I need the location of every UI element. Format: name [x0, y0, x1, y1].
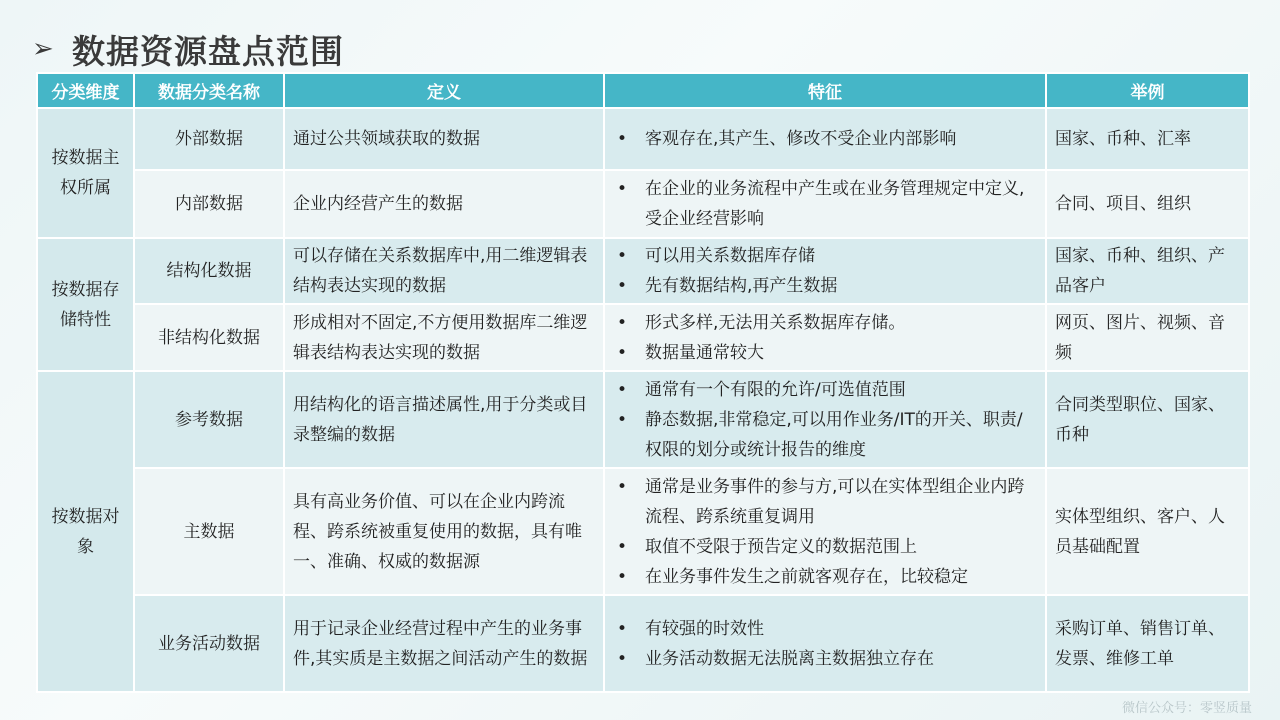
name-cell: 业务活动数据: [134, 595, 284, 692]
feature-item: • 业务活动数据无法脱离主数据独立存在: [613, 644, 1037, 674]
features-cell: [604, 371, 1046, 468]
example-cell: 采购订单、销售订单、发票、维修工单: [1046, 595, 1249, 692]
features-cell: [604, 595, 1046, 692]
definition-cell: 形成相对不固定,不方便用数据库二维逻辑表结构表达实现的数据: [284, 304, 604, 371]
dimension-cell: 按数据对象: [37, 371, 134, 692]
features-cell: [604, 238, 1046, 304]
name-cell: 内部数据: [134, 170, 284, 238]
definition-cell: 通过公共领域获取的数据: [284, 108, 604, 170]
name-cell: 结构化数据: [134, 238, 284, 304]
table-row: [37, 108, 1249, 170]
definition-cell: 具有高业务价值、可以在企业内跨流程、跨系统被重复使用的数据，具有唯一、准确、权威的数据源: [284, 468, 604, 595]
example-cell: 实体型组织、客户、人员基础配置: [1046, 468, 1249, 595]
header-dimension: 分类维度: [37, 73, 134, 108]
header-definition: 定义: [284, 73, 604, 108]
table-row: [37, 468, 1249, 595]
feature-item: • 在企业的业务流程中产生或在业务管理规定中定义,受企业经营影响: [613, 174, 1037, 234]
feature-item: • 数据量通常较大: [613, 338, 1037, 368]
feature-item: • 形式多样,无法用关系数据库存储。: [613, 308, 1037, 338]
example-cell: 网页、图片、视频、音频: [1046, 304, 1249, 371]
definition-cell: 企业内经营产生的数据: [284, 170, 604, 238]
name-cell: 外部数据: [134, 108, 284, 170]
features-cell: [604, 468, 1046, 595]
table-row: [37, 170, 1249, 238]
feature-item: • 客观存在,其产生、修改不受企业内部影响: [613, 124, 1037, 154]
features-cell: [604, 304, 1046, 371]
dimension-cell: 按数据主权所属: [37, 108, 134, 238]
example-cell: 国家、币种、汇率: [1046, 108, 1249, 170]
feature-item: • 取值不受限于预告定义的数据范围上: [613, 532, 1037, 562]
feature-item: • 通常有一个有限的允许/可选值范围: [613, 375, 1037, 405]
name-cell: 主数据: [134, 468, 284, 595]
example-cell: 合同类型职位、国家、币种: [1046, 371, 1249, 468]
example-cell: 国家、币种、组织、产品客户: [1046, 238, 1249, 304]
watermark: 微信公众号：零竖质量: [1121, 701, 1252, 716]
features-cell: [604, 108, 1046, 170]
dimension-cell: 按数据存储特性: [37, 238, 134, 371]
table-row: [37, 238, 1249, 304]
example-cell: 合同、项目、组织: [1046, 170, 1249, 238]
definition-cell: 用于记录企业经营过程中产生的业务事件,其实质是主数据之间活动产生的数据: [284, 595, 604, 692]
title-bar: [32, 24, 344, 74]
table-row: [37, 595, 1249, 692]
definition-cell: 用结构化的语言描述属性,用于分类或目录整编的数据: [284, 371, 604, 468]
feature-item: • 静态数据,非常稳定,可以用作业务/IT的开关、职责/权限的划分或统计报告的维度: [613, 405, 1037, 465]
table-header-row: [37, 73, 1249, 108]
header-features: 特征: [604, 73, 1046, 108]
feature-item: • 在业务事件发生之前就客观存在，比较稳定: [613, 562, 1037, 592]
inventory-table: [36, 72, 1250, 693]
header-name: 数据分类名称: [134, 73, 284, 108]
header-example: 举例: [1046, 73, 1249, 108]
name-cell: 非结构化数据: [134, 304, 284, 371]
feature-item: • 有较强的时效性: [613, 614, 1037, 644]
table-row: [37, 304, 1249, 371]
feature-item: • 可以用关系数据库存储: [613, 241, 1037, 271]
arrow-icon: ➢: [32, 34, 54, 64]
features-cell: [604, 170, 1046, 238]
feature-item: • 先有数据结构,再产生数据: [613, 271, 1037, 301]
table-row: [37, 371, 1249, 468]
feature-item: • 通常是业务事件的参与方,可以在实体型组企业内跨流程、跨系统重复调用: [613, 472, 1037, 532]
definition-cell: 可以存储在关系数据库中,用二维逻辑表结构表达实现的数据: [284, 238, 604, 304]
page-title: 数据资源盘点范围: [72, 31, 344, 71]
name-cell: 参考数据: [134, 371, 284, 468]
